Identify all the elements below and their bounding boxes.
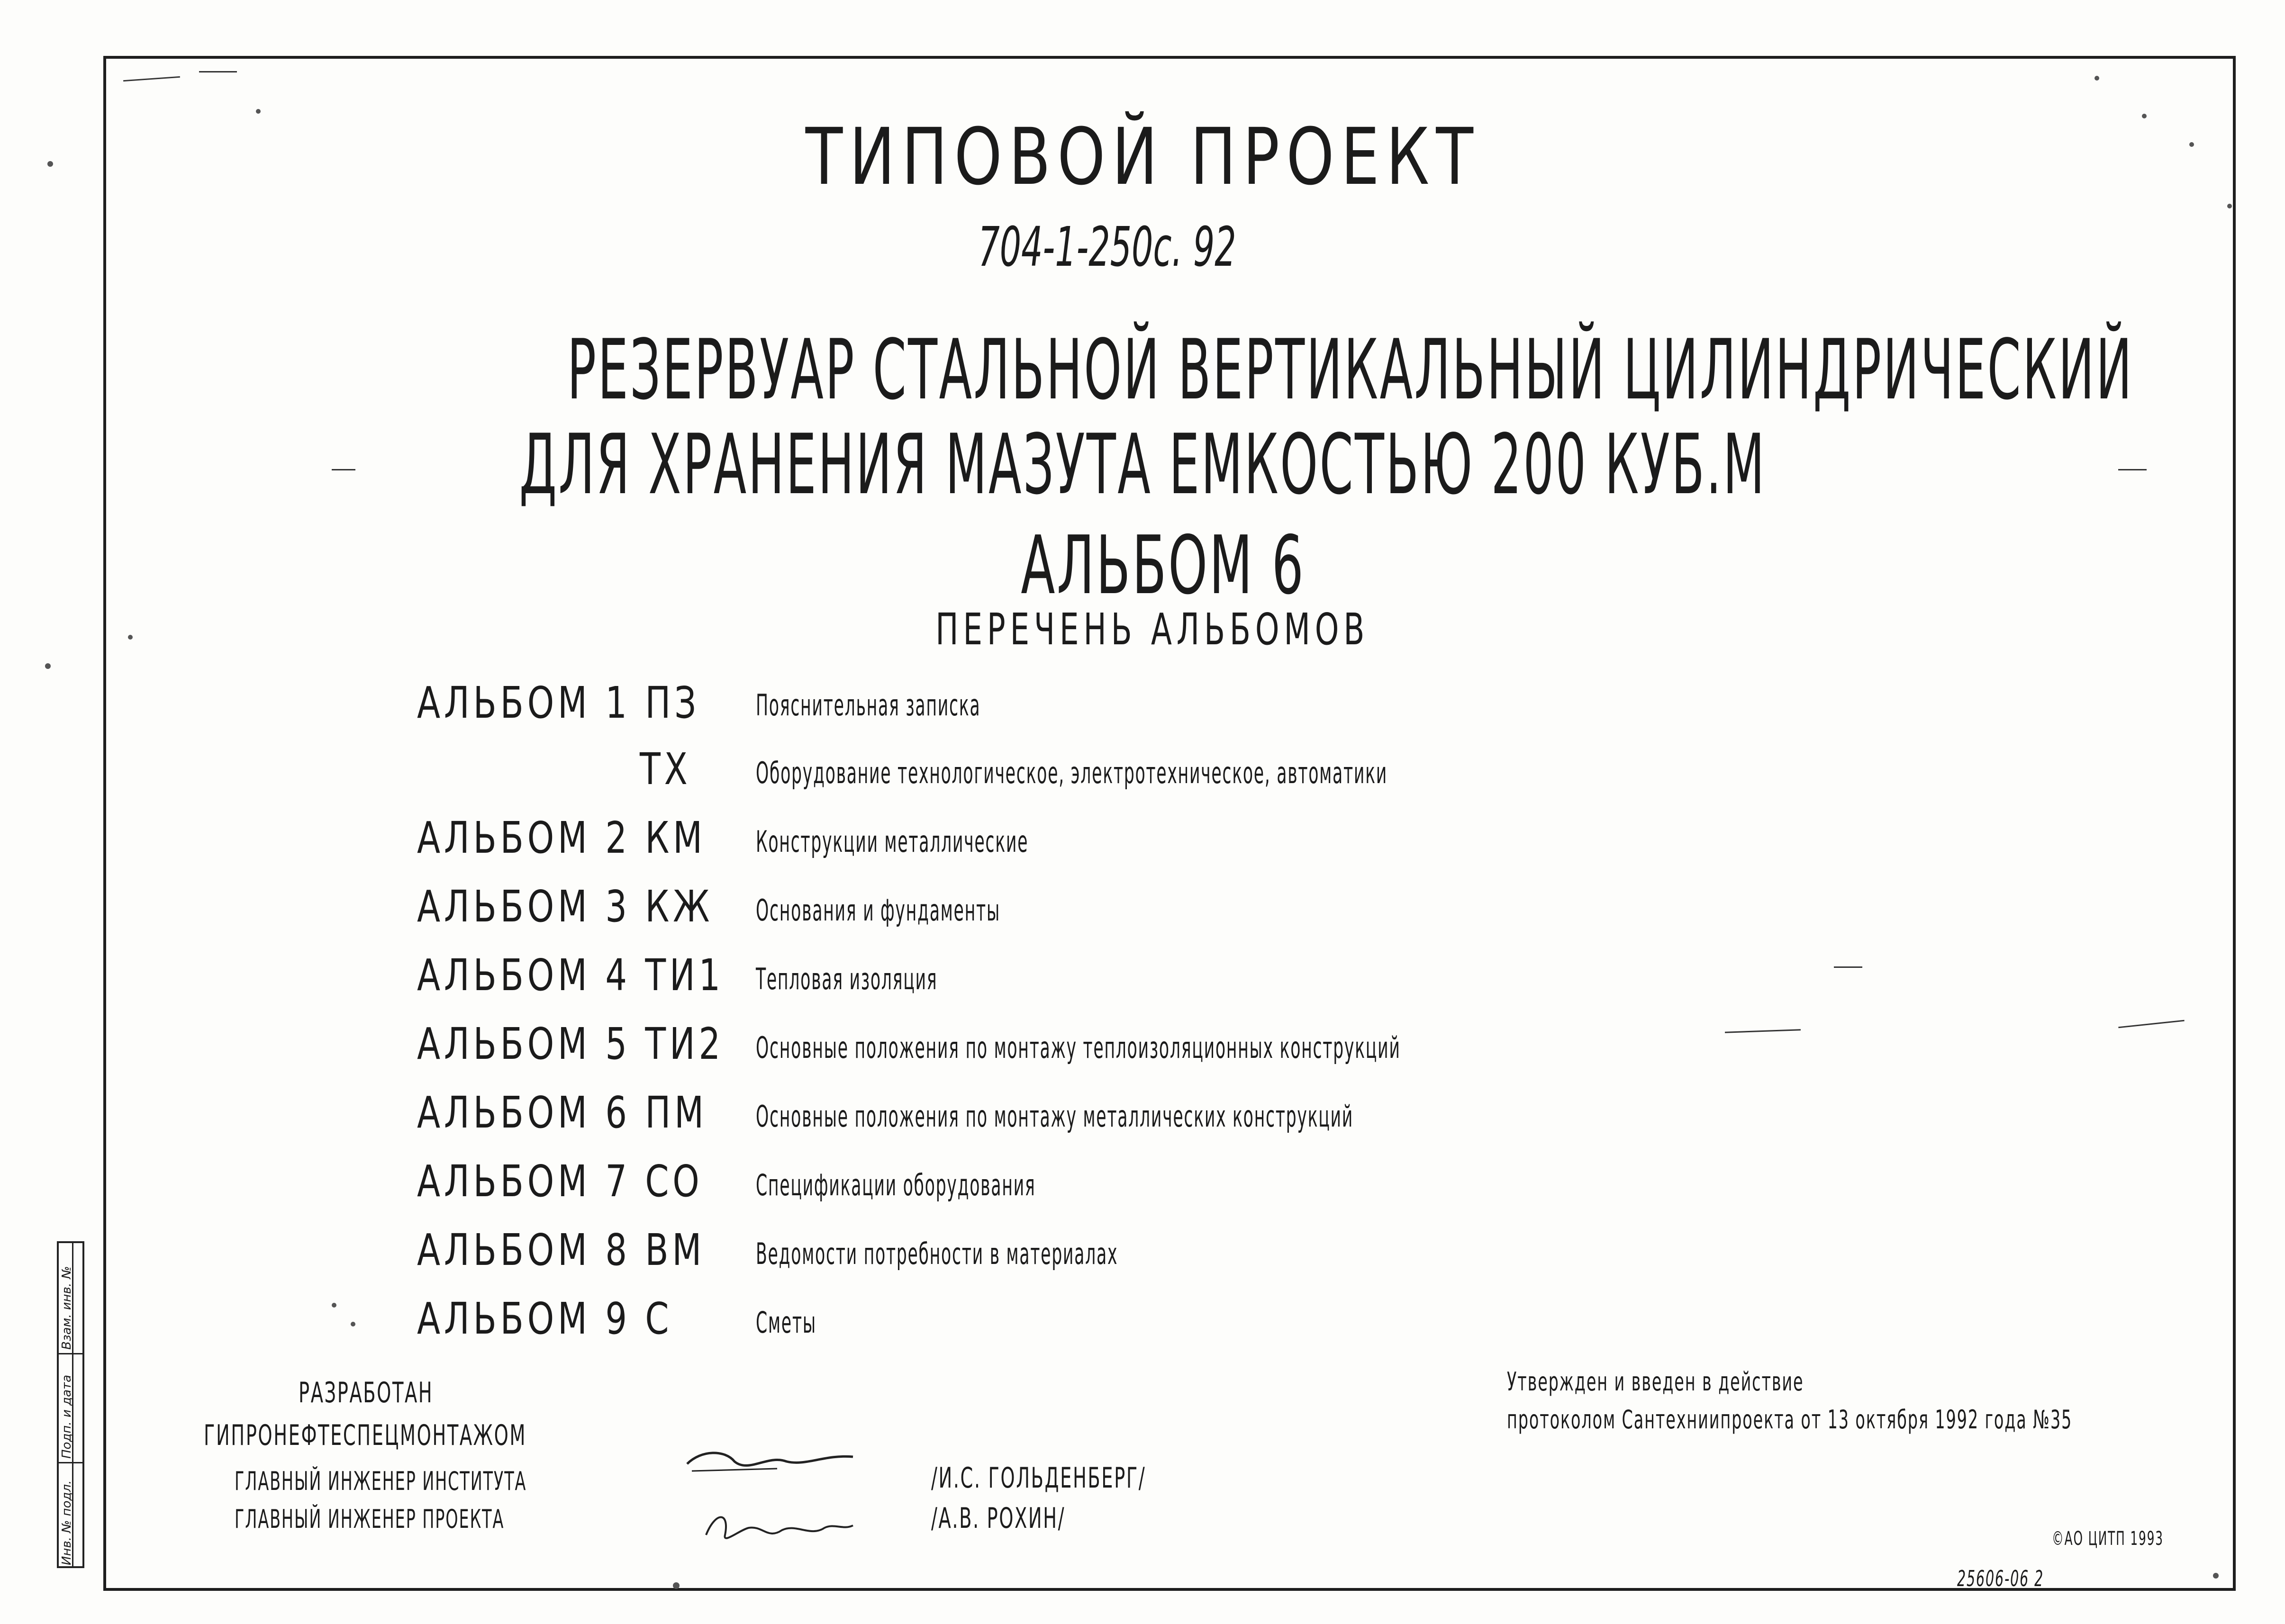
album-description: Пояснительная записка (756, 688, 981, 722)
heading-line-1: РЕЗЕРВУАР СТАЛЬНОЙ ВЕРТИКАЛЬНЫЙ ЦИЛИНДРИЧЕСКИЙ (567, 322, 2134, 418)
chief-engineer-institute-name: /И.С. ГОЛЬДЕНБЕРГ/ (931, 1462, 1146, 1495)
developer-label: РАЗРАБОТАН (299, 1376, 434, 1409)
scan-mark (45, 663, 51, 669)
scan-mark (1834, 966, 1862, 968)
heading-album-number: АЛЬБОМ 6 (1021, 519, 1306, 613)
album-code: АЛЬБОМ 5 ТИ2 (417, 1019, 724, 1069)
inventory-stamp (57, 1241, 84, 1568)
scan-mark (2213, 1573, 2219, 1579)
document-title: ТИПОВОЙ ПРОЕКТ (805, 111, 1480, 202)
album-code: АЛЬБОМ 9 С (417, 1293, 673, 1344)
album-description: Сметы (756, 1305, 816, 1340)
chief-engineer-project-label: ГЛАВНЫЙ ИНЖЕНЕР ПРОЕКТА (235, 1504, 505, 1534)
album-code: АЛЬБОМ 7 СО (417, 1156, 703, 1207)
scan-mark (332, 1303, 336, 1308)
album-description: Спецификации оборудования (756, 1168, 1036, 1202)
chief-engineer-project-name: /А.В. РОХИН/ (931, 1502, 1066, 1535)
album-code: АЛЬБОМ 6 ПМ (417, 1087, 707, 1138)
copyright: ©АО ЦИТП 1993 (2052, 1528, 2164, 1550)
heading-line-2: ДЛЯ ХРАНЕНИЯ МАЗУТА ЕМКОСТЬЮ 200 КУБ.М (519, 417, 1766, 513)
document-code: 25606-06 2 (1957, 1566, 2044, 1591)
approval-line-1: Утвержден и введен в действие (1507, 1367, 1804, 1397)
stamp-label: Подп. и дата (60, 1374, 74, 1459)
scan-mark (2227, 204, 2232, 208)
album-description: Конструкции металлические (756, 824, 1029, 859)
approval-line-2: протоколом Сантехниипроекта от 13 октября 1992 года №35 (1507, 1405, 2073, 1435)
signature-project (701, 1502, 858, 1554)
album-description: Оборудование технологическое, электротехническое, автоматики (756, 756, 1388, 790)
scan-mark (351, 1322, 355, 1326)
album-description: Основные положения по монтажу металлических конструкций (756, 1099, 1354, 1134)
album-description: Основания и фундаменты (756, 893, 1000, 928)
album-description: Основные положения по монтажу теплоизоляционных конструкций (756, 1030, 1401, 1065)
project-number: 704-1-250с. 92 (978, 216, 1236, 279)
developer-organization: ГИПРОНЕФТЕСПЕЦМОНТАЖОМ (204, 1419, 527, 1452)
album-description: Ведомости потребности в материалах (756, 1236, 1118, 1271)
scan-mark (2095, 76, 2099, 81)
album-description: Тепловая изоляция (756, 962, 938, 996)
album-code: АЛЬБОМ 1 ПЗ (417, 677, 700, 728)
album-code: АЛЬБОМ 2 КМ (417, 812, 706, 863)
stamp-label: Инв. № подл. (60, 1480, 74, 1565)
album-code: АЛЬБОМ 8 ВМ (417, 1225, 706, 1275)
album-code: АЛЬБОМ 4 ТИ1 (417, 950, 724, 1001)
chief-engineer-institute-label: ГЛАВНЫЙ ИНЖЕНЕР ИНСТИТУТА (235, 1466, 527, 1496)
scan-mark (673, 1582, 680, 1589)
stamp-label: Взам. инв. № (60, 1266, 74, 1350)
scan-mark (199, 71, 237, 72)
signature-institute (682, 1435, 862, 1483)
album-code: ТХ (640, 744, 691, 794)
album-code: АЛЬБОМ 3 КЖ (417, 881, 714, 932)
albums-list-title: ПЕРЕЧЕНЬ АЛЬБОМОВ (935, 604, 1369, 655)
